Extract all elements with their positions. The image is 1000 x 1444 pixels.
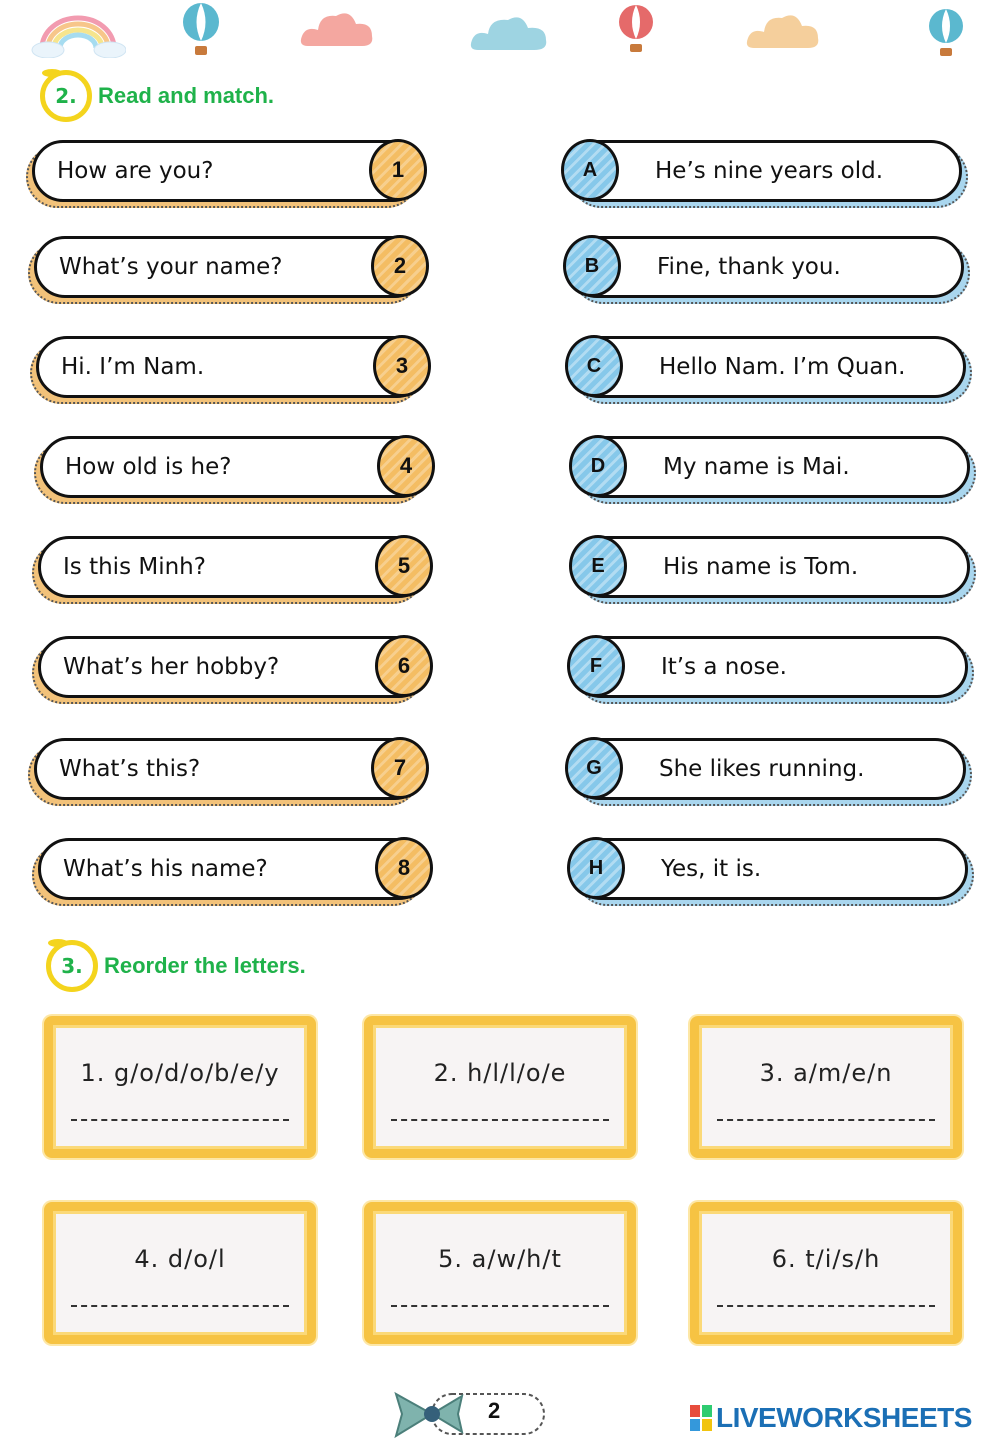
brand-name: LIVEWORKSHEETS (716, 1402, 972, 1433)
section-2-heading (40, 70, 274, 122)
answer-pill (572, 536, 970, 598)
answer-item (572, 436, 970, 498)
answer-text: My name is Mai. (663, 454, 850, 480)
hot-air-balloon-icon (180, 2, 222, 58)
question-number-badge[interactable]: 3 (373, 335, 431, 397)
hot-air-balloon-icon (616, 4, 656, 56)
answer-letter-badge[interactable]: E (569, 535, 627, 597)
question-pill (38, 838, 430, 900)
page-tag (392, 1386, 548, 1442)
answer-pill (564, 140, 962, 202)
answer-line[interactable] (71, 1119, 289, 1121)
answer-letter-badge[interactable]: A (561, 139, 619, 201)
answer-line[interactable] (717, 1119, 935, 1121)
page-number: 2 (488, 1398, 501, 1423)
question-number-badge[interactable]: 1 (369, 139, 427, 201)
cloud-icon (468, 10, 550, 54)
chick-icon (47, 935, 69, 947)
scrambled-word: 4. d/o/l (134, 1245, 226, 1273)
question-number-badge[interactable]: 6 (375, 635, 433, 697)
answer-text: His name is Tom. (663, 554, 859, 580)
answer-item (572, 536, 970, 598)
question-item (34, 236, 426, 298)
answer-line[interactable] (717, 1305, 935, 1307)
question-item (38, 536, 430, 598)
answer-item (568, 336, 966, 398)
answer-letter-badge[interactable]: F (567, 635, 625, 697)
cloud-icon (744, 8, 822, 52)
answer-item (570, 838, 968, 900)
answer-pill (572, 436, 970, 498)
answer-letter-badge[interactable]: C (565, 335, 623, 397)
scrambled-word: 2. h/l/l/o/e (433, 1059, 567, 1087)
brand-logo-icon (690, 1405, 712, 1431)
scrambled-word: 6. t/i/s/h (771, 1245, 881, 1273)
question-item (40, 436, 432, 498)
answer-item (564, 140, 962, 202)
question-number-badge[interactable]: 8 (375, 837, 433, 899)
answer-text: Hello Nam. I’m Quan. (659, 354, 906, 380)
answer-text: Yes, it is. (661, 856, 762, 882)
question-item (38, 838, 430, 900)
section-3-title: Reorder the letters. (104, 953, 306, 978)
answer-letter-badge[interactable]: G (565, 737, 623, 799)
section-2-number: 2. (40, 70, 92, 122)
answer-text: Fine, thank you. (657, 254, 841, 280)
answer-line[interactable] (391, 1119, 609, 1121)
question-text: What’s your name? (59, 254, 283, 280)
answer-pill (566, 236, 964, 298)
question-text: What’s her hobby? (63, 654, 280, 680)
answer-pill (570, 636, 968, 698)
question-text: What’s this? (59, 756, 201, 782)
reorder-card (690, 1202, 962, 1344)
question-item (38, 636, 430, 698)
answer-item (566, 236, 964, 298)
answer-text: She likes running. (659, 756, 865, 782)
answer-text: He’s nine years old. (655, 158, 884, 184)
brand-logo (690, 1402, 972, 1434)
answer-letter-badge[interactable]: B (563, 235, 621, 297)
question-number-badge[interactable]: 4 (377, 435, 435, 497)
question-pill (40, 436, 432, 498)
section-3-number: 3. (46, 940, 98, 992)
question-pill (38, 636, 430, 698)
reorder-card (364, 1016, 636, 1158)
section-3-heading (46, 940, 306, 992)
question-pill (36, 336, 428, 398)
answer-line[interactable] (391, 1305, 609, 1307)
question-text: What’s his name? (63, 856, 268, 882)
question-text: How old is he? (65, 454, 232, 480)
hot-air-balloon-icon (926, 8, 966, 60)
question-text: How are you? (57, 158, 214, 184)
question-text: Is this Minh? (63, 554, 206, 580)
question-pill (32, 140, 424, 202)
scrambled-word: 1. g/o/d/o/b/e/y (80, 1059, 280, 1087)
answer-text: It’s a nose. (661, 654, 787, 680)
answer-letter-badge[interactable]: H (567, 837, 625, 899)
rainbow-icon (30, 8, 126, 58)
answer-pill (568, 738, 966, 800)
reorder-card (44, 1202, 316, 1344)
reorder-card (690, 1016, 962, 1158)
scrambled-word: 5. a/w/h/t (438, 1245, 562, 1273)
chick-icon (41, 65, 63, 77)
question-pill (38, 536, 430, 598)
question-number-badge[interactable]: 2 (371, 235, 429, 297)
question-pill (34, 236, 426, 298)
question-pill (34, 738, 426, 800)
question-text: Hi. I’m Nam. (61, 354, 205, 380)
question-item (34, 738, 426, 800)
cloud-icon (298, 6, 376, 50)
section-2-title: Read and match. (98, 83, 275, 108)
answer-letter-badge[interactable]: D (569, 435, 627, 497)
question-number-badge[interactable]: 5 (375, 535, 433, 597)
answer-item (568, 738, 966, 800)
answer-line[interactable] (71, 1305, 289, 1307)
answer-pill (568, 336, 966, 398)
question-item (36, 336, 428, 398)
reorder-card (364, 1202, 636, 1344)
answer-pill (570, 838, 968, 900)
question-number-badge[interactable]: 7 (371, 737, 429, 799)
answer-item (570, 636, 968, 698)
reorder-card (44, 1016, 316, 1158)
scrambled-word: 3. a/m/e/n (759, 1059, 893, 1087)
question-item (32, 140, 424, 202)
